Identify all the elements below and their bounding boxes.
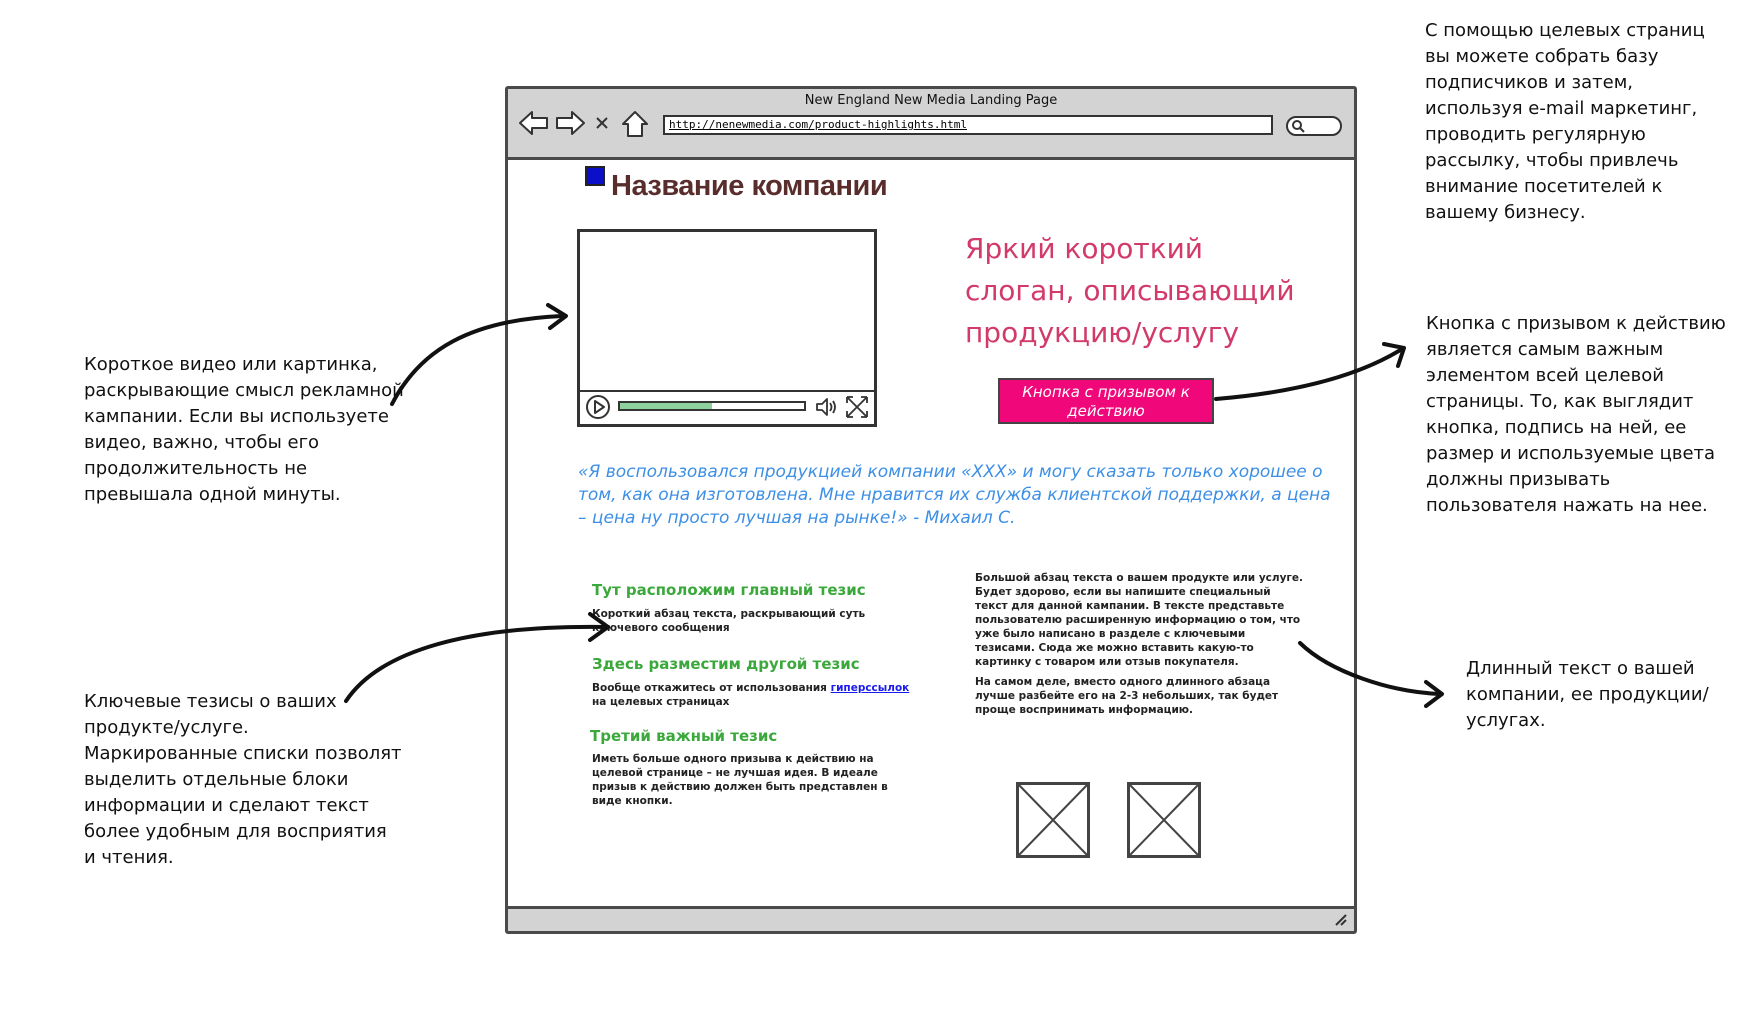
thesis-text-2-before: Вообще откажитесь от использования [592,682,827,694]
annotation-cta: Кнопка с призывом к действию является самым важным элементом всей целевой страницы. То, как выглядит кнопка, подпись на ней, ее размер и используемые цвета должны призывать пользователя нажать на нее. [1426,313,1726,516]
annotation-subscribers: С помощью целевых страниц вы можете собрать базу подписчиков и затем, используя e-mail маркетинг, проводить регулярную рассылку, чтобы привлечь внимание посетителей к вашему бизнесу. [1425,20,1705,223]
window-title: New England New Media Landing Page [804,93,1058,108]
thesis-title-2: Здесь разместим другой тезис [592,655,860,673]
annotation-long-text: Длинный текст о вашей компании, ее продукции/ услугах. [1466,658,1709,731]
long-paragraph-1: Большой абзац текста о вашем продукте или услуге. Будет здорово, если вы напишите специальный текст для данной кампании. В тексте представьте пользователю расширенную информацию о том, что уже было написано в разделе с ключевыми тезисами. Сюда же можно вставить какую-то картинку с товаром или отзыв покупателя. [975,572,1304,668]
url-field[interactable]: http://nenewmedia.com/product-highlights.html [663,115,1273,135]
thesis-text-2-after: на целевых страницах [592,696,730,708]
annotation-theses: Ключевые тезисы о ваших продукте/услуге. Маркированные списки позволят выделить отдельные блоки информации и сделают текст более удобным для восприятия и чтения. [84,691,402,868]
thesis-title-1: Тут расположим главный тезис [592,581,866,599]
thesis-title-3: Третий важный тезис [590,727,778,745]
arrow-long-text [1300,643,1440,694]
arrow-theses [346,627,606,701]
hyperlinks-link[interactable]: гиперссылок [830,682,910,694]
thesis-text-1: Короткий абзац текста, раскрывающий суть ключевого сообщения [592,608,866,634]
annotation-video: Короткое видео или картинка, раскрывающие смысл рекламной кампании. Если вы используете видео, важно, чтобы его продолжительность не превышала одной минуты. [84,354,404,505]
testimonial: «Я воспользовался продукцией компании «XXX» и могу сказать только хорошее о том, как она изготовлена. Мне нравится их служба клиентской поддержки, а цена – цена ну просто лучшая на рынке!» - Михаил С. [578,462,1331,528]
arrow-video [392,316,562,404]
thesis-text-3: Иметь больше одного призыва к действию на целевой странице – не лучшая идея. В идеале призыв к действию должен быть представлен в виде кнопки. [592,753,888,807]
arrow-cta [1216,349,1402,399]
cta-button[interactable]: Кнопка с призывом к действию [998,378,1214,424]
slogan: Яркий короткий слоган, описывающий продукцию/услугу [965,232,1295,349]
company-name: Название компании [611,170,888,202]
long-paragraph-2: На самом деле, вместо одного длинного абзаца лучше разбейте его на 2-3 небольших, так будет проще воспринимать информацию. [975,676,1279,716]
